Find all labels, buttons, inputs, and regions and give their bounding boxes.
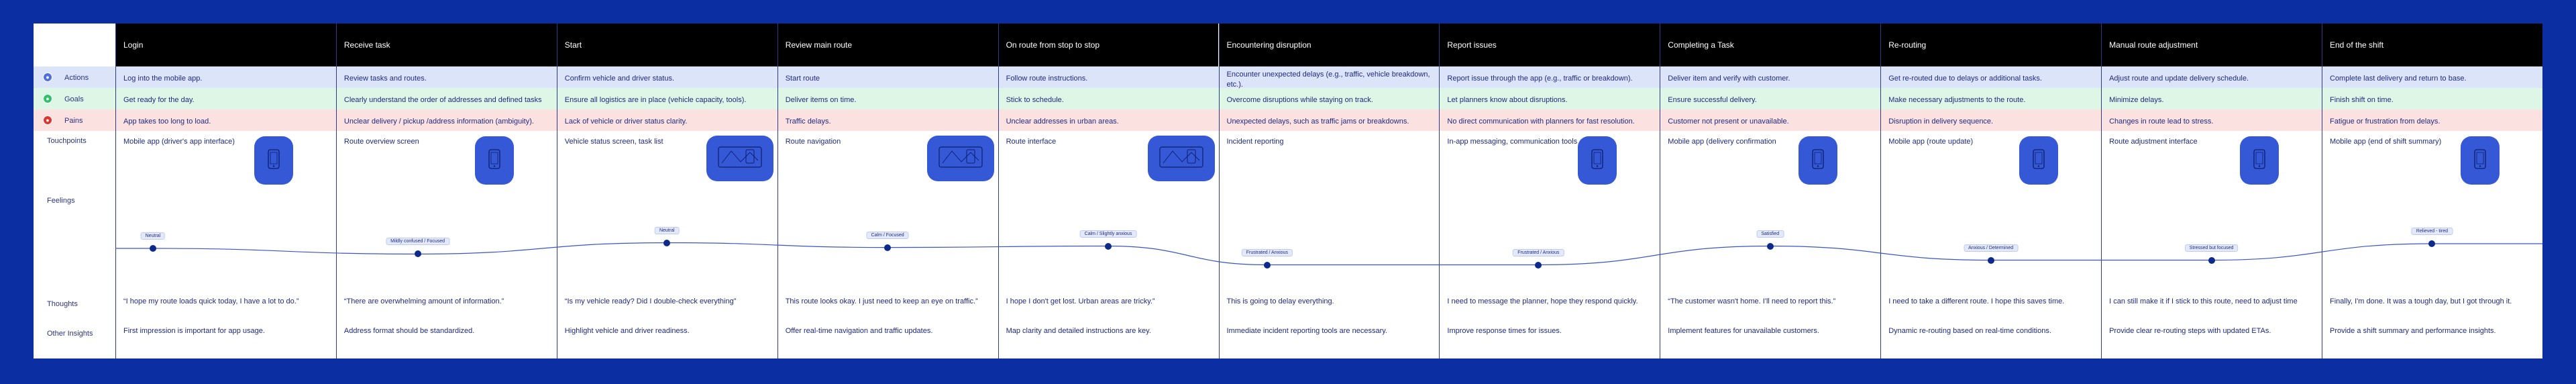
- stage-goal: Minimize delays.: [2109, 96, 2164, 104]
- stage-touchpoint: Route interface: [1006, 138, 1057, 146]
- goals-icon: ●: [43, 94, 52, 103]
- stage-title: Report issues: [1447, 40, 1497, 50]
- stage-thought: “The customer wasn't home. I'll need to report this.”: [1668, 297, 1836, 305]
- actions-icon: ●: [43, 73, 52, 82]
- stage-action: Report issue through the app (e.g., traffic or breakdown).: [1447, 75, 1633, 83]
- stage-insight: Provide clear re-routing steps with updated ETAs.: [2109, 327, 2271, 335]
- stage-action: Review tasks and routes.: [343, 75, 427, 83]
- feeling-tag: Frustrated / Anxious: [1513, 249, 1564, 256]
- stage-pain: Traffic delays.: [785, 117, 831, 126]
- stage-pain: No direct communication with planners for fast resolution.: [1447, 117, 1635, 126]
- stage-action: Confirm vehicle and driver status.: [564, 75, 675, 83]
- stage-action: Start route: [785, 75, 820, 83]
- stage-action: Adjust route and update delivery schedule.: [2109, 75, 2249, 83]
- stage-pain: App takes too long to load.: [123, 117, 211, 126]
- stage-touchpoint: Route overview screen: [343, 138, 419, 146]
- stage-goal: Stick to schedule.: [1006, 96, 1064, 104]
- stage-thought: I need to message the planner, hope they respond quickly.: [1447, 297, 1638, 305]
- row-label-pains: Pains: [64, 117, 83, 125]
- stage-touchpoint: Route navigation: [785, 138, 841, 146]
- stage-goal: Ensure all logistics are in place (vehicle capacity, tools).: [564, 96, 747, 104]
- stage-goal: Let planners know about disruptions.: [1447, 96, 1568, 104]
- stage-pain: Unclear addresses in urban areas.: [1006, 117, 1119, 126]
- stage-title: On route from stop to stop: [1006, 40, 1099, 50]
- stage-pain: Disruption in delivery sequence.: [1888, 117, 1994, 126]
- stage-touchpoint: Mobile app (delivery confirmation: [1668, 138, 1776, 146]
- feeling-point: [1767, 243, 1774, 250]
- stage-insight: Immediate incident reporting tools are necessary.: [1226, 327, 1387, 335]
- stage-title: Receive task: [343, 40, 390, 50]
- stage-title: Completing a Task: [1668, 40, 1734, 50]
- feeling-tag: Mildly confused / Focused: [386, 238, 449, 245]
- feeling-tag: Calm / Slightly anxious: [1080, 230, 1137, 238]
- stage-touchpoint: In-app messaging, communication tools: [1447, 138, 1578, 146]
- stage-goal: Make necessary adjustments to the route.: [1888, 96, 2026, 104]
- stage-insight: First impression is important for app usage.: [123, 327, 265, 335]
- stage-pain: Lack of vehicle or driver status clarity.: [564, 117, 688, 126]
- feelings-line: [115, 243, 2542, 265]
- stage-thought: I hope I don't get lost. Urban areas are tricky.”: [1006, 297, 1155, 305]
- feeling-tag: Calm / Focused: [867, 232, 909, 239]
- stage-thought: I need to take a different route. I hope this saves time.: [1888, 297, 2065, 305]
- feeling-point: [1988, 257, 1994, 264]
- pains-icon: ●: [43, 115, 52, 125]
- stage-pain: Unclear delivery / pickup /address information (ambiguity).: [343, 117, 534, 126]
- stage-action: Follow route instructions.: [1006, 75, 1088, 83]
- stage-title: Start: [564, 40, 582, 50]
- stage-title: Re-routing: [1888, 40, 1927, 50]
- feeling-point: [150, 245, 156, 252]
- feeling-point: [1105, 243, 1112, 250]
- feeling-tag: Frustrated / Anxious: [1242, 249, 1293, 256]
- stage-thought: “I hope my route loads quick today, I have a lot to do.”: [123, 297, 299, 305]
- feeling-tag: Neutral: [141, 232, 166, 240]
- feeling-tag: Neutral: [655, 227, 680, 234]
- stage-goal: Deliver items on time.: [785, 96, 857, 104]
- stage-thought: Finally, I'm done. It was a tough day, but I got through it.: [2330, 297, 2512, 305]
- stage-thought: “Is my vehicle ready? Did I double-check everything”: [564, 297, 737, 305]
- feeling-point: [2428, 240, 2435, 247]
- row-label-actions: Actions: [64, 74, 89, 82]
- stage-touchpoint: Mobile app (end of shift summary): [2330, 138, 2442, 146]
- row-label-goals: Goals: [64, 95, 84, 103]
- feeling-point: [663, 240, 670, 246]
- stage-insight: Provide a shift summary and performance insights.: [2330, 327, 2496, 335]
- stage-pain: Fatigue or frustration from delays.: [2330, 117, 2440, 126]
- row-label-feelings: Feelings: [47, 197, 75, 205]
- stage-goal: Clearly understand the order of addresses and defined tasks: [343, 96, 542, 104]
- stage-touchpoint: Incident reporting: [1226, 138, 1284, 146]
- feeling-point: [415, 250, 421, 257]
- stage-goal: Get ready for the day.: [123, 96, 195, 104]
- feeling-point: [1535, 262, 1542, 269]
- feeling-tag: Anxious / Determined: [1964, 244, 2018, 252]
- stage-touchpoint: Vehicle status screen, task list: [564, 138, 663, 146]
- row-label-touchpoints: Touchpoints: [47, 137, 87, 145]
- row-label-thoughts: Thoughts: [47, 300, 78, 308]
- stage-title: Manual route adjustment: [2109, 40, 2198, 50]
- stage-title: Review main route: [785, 40, 853, 50]
- feeling-tag: Relieved - tired: [2412, 228, 2453, 235]
- stage-goal: Finish shift on time.: [2330, 96, 2394, 104]
- stage-title: Encountering disruption: [1226, 40, 1311, 50]
- stage-insight: Implement features for unavailable customers.: [1668, 327, 1819, 335]
- stage-goal: Ensure successful delivery.: [1668, 96, 1757, 104]
- stage-touchpoint: Mobile app (driver's app interface): [123, 138, 235, 146]
- feelings-curve: [34, 23, 2542, 358]
- stage-action: Log into the mobile app.: [123, 75, 203, 83]
- stage-thought: This is going to delay everything.: [1226, 297, 1334, 305]
- stage-thought: I can still make it if I stick to this route, need to adjust time: [2109, 297, 2298, 305]
- stage-insight: Offer real-time navigation and traffic updates.: [785, 327, 933, 335]
- stage-insight: Highlight vehicle and driver readiness.: [564, 327, 690, 335]
- stage-touchpoint: Route adjustment interface: [2109, 138, 2198, 146]
- stage-action: Get re-routed due to delays or additional tasks.: [1888, 75, 2042, 83]
- feeling-point: [884, 244, 891, 251]
- stage-thought: This route looks okay. I just need to keep an eye on traffic.”: [785, 297, 978, 305]
- stage-pain: Customer not present or unavailable.: [1668, 117, 1789, 126]
- feeling-tag: Satisfied: [1756, 230, 1784, 238]
- feeling-point: [2208, 257, 2215, 264]
- stage-touchpoint: Mobile app (route update): [1888, 138, 1974, 146]
- stage-action: Complete last delivery and return to base.: [2330, 75, 2467, 83]
- stage-title: End of the shift: [2330, 40, 2384, 50]
- stage-goal: Overcome disruptions while staying on track.: [1226, 96, 1373, 104]
- stage-thought: “There are overwhelming amount of information.”: [343, 297, 504, 305]
- stage-pain: Unexpected delays, such as traffic jams or breakdowns.: [1226, 117, 1409, 126]
- journey-map: [34, 23, 2542, 358]
- stage-pain: Changes in route lead to stress.: [2109, 117, 2214, 126]
- stage-action: Encounter unexpected delays (e.g., traffic, vehicle breakdown, etc.).: [1226, 70, 1430, 89]
- feeling-point: [1264, 262, 1271, 269]
- feeling-tag: Stressed but focused: [2185, 244, 2239, 252]
- stage-insight: Address format should be standardized.: [343, 327, 475, 335]
- stage-action: Deliver item and verify with customer.: [1668, 75, 1790, 83]
- row-label-other-insights: Other Insights: [47, 330, 93, 338]
- stage-insight: Map clarity and detailed instructions are key.: [1006, 327, 1151, 335]
- stage-insight: Improve response times for issues.: [1447, 327, 1562, 335]
- stage-insight: Dynamic re-routing based on real-time conditions.: [1888, 327, 2051, 335]
- stage-title: Login: [123, 40, 144, 50]
